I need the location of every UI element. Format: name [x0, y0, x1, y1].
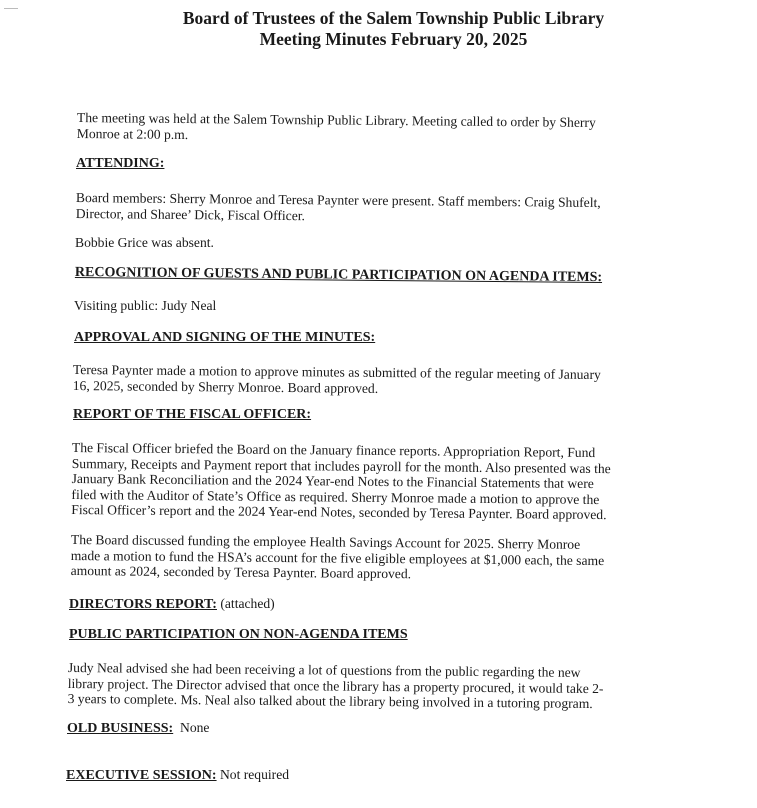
absent-note: Bobbie Grice was absent. — [75, 235, 214, 250]
attending-paragraph — [76, 190, 601, 226]
fiscal-p1-line: Fiscal Officer’s report and the 2024 Year-end Notes, seconded by Teresa Paynter. Board approved. — [71, 502, 607, 523]
directors-text: (attached) — [216, 596, 275, 611]
attending-line-2: Director, and Sharee’ Dick, Fiscal Officer. — [75, 205, 306, 223]
fiscal-p1-line: Summary, Receipts and Payment report that includes payroll for the month. Also presented was the — [71, 455, 611, 476]
fiscal-p2-line: The Board discussed funding the employee Health Savings Account for 2025. Sherry Monroe — [70, 532, 581, 552]
public-participation-paragraph — [68, 660, 604, 712]
approval-line-1: Teresa Paynter made a motion to approve minutes as submitted of the regular meeting of January — [72, 362, 601, 383]
visiting-public: Visiting public: Judy Neal — [74, 298, 217, 313]
fiscal-p1-line: The Fiscal Officer briefed the Board on the January finance reports. Appropriation Report, Fund — [71, 440, 596, 461]
attending-line-1: Board members: Sherry Monroe and Teresa Paynter were present. Staff members: Craig Shufelt, — [75, 190, 601, 211]
old-business-heading: OLD BUSINESS: — [67, 721, 174, 736]
title-line-1: Board of Trustees of the Salem Township Public Library — [182, 8, 605, 28]
public-participation-heading: PUBLIC PARTICIPATION ON NON-AGENDA ITEMS — [69, 627, 408, 642]
title-line-2: Meeting Minutes February 20, 2025 — [259, 29, 528, 49]
fiscal-heading: REPORT OF THE FISCAL OFFICER: — [73, 407, 312, 422]
fiscal-paragraph-1 — [71, 440, 611, 523]
fiscal-p2-line: made a motion to fund the HSA’s account for the five eligible employees at $1,000 each, the same — [70, 547, 605, 568]
recognition-heading: RECOGNITION OF GUESTS AND PUBLIC PARTICIPATION ON AGENDA ITEMS: — [74, 265, 603, 286]
attending-heading: ATTENDING: — [76, 156, 165, 171]
executive-session-text: Not required — [216, 767, 290, 782]
intro-line-1: The meeting was held at the Salem Township Public Library. Meeting called to order by Sherry — [76, 110, 596, 130]
executive-session — [66, 767, 289, 784]
intro-paragraph — [77, 110, 596, 146]
fiscal-p2-line: amount as 2024, seconded by Teresa Paynter. Board approved. — [70, 563, 412, 582]
public-line: 3 years to complete. Ms. Neal also talked about the library being involved in a tutoring program. — [67, 691, 593, 712]
directors-heading: DIRECTORS REPORT: — [69, 597, 217, 612]
public-line: library project. The Director advised that once the library has a property procured, it would take 2- — [67, 675, 604, 696]
public-line: Judy Neal advised she had been receiving a lot of questions from the public regarding the new — [67, 660, 581, 680]
approval-paragraph — [73, 362, 601, 398]
intro-line-2: Monroe at 2:00 p.m. — [76, 125, 189, 142]
approval-line-2: 16, 2025, seconded by Sherry Monroe. Board approved. — [72, 377, 379, 396]
document-title — [0, 8, 757, 50]
old-business — [67, 720, 209, 737]
old-business-text: None — [173, 720, 210, 735]
fiscal-paragraph-2 — [71, 532, 605, 584]
fiscal-p1-line: filed with the Auditor of State’s Office as required. Sherry Monroe made a motion to approve the — [71, 486, 600, 507]
directors-report — [69, 596, 275, 613]
fiscal-p1-line: January Bank Reconciliation and the 2024 Year-end Notes to the Financial Statements that were — [71, 471, 594, 492]
approval-heading: APPROVAL AND SIGNING OF THE MINUTES: — [74, 330, 376, 345]
executive-session-heading: EXECUTIVE SESSION: — [66, 768, 217, 783]
